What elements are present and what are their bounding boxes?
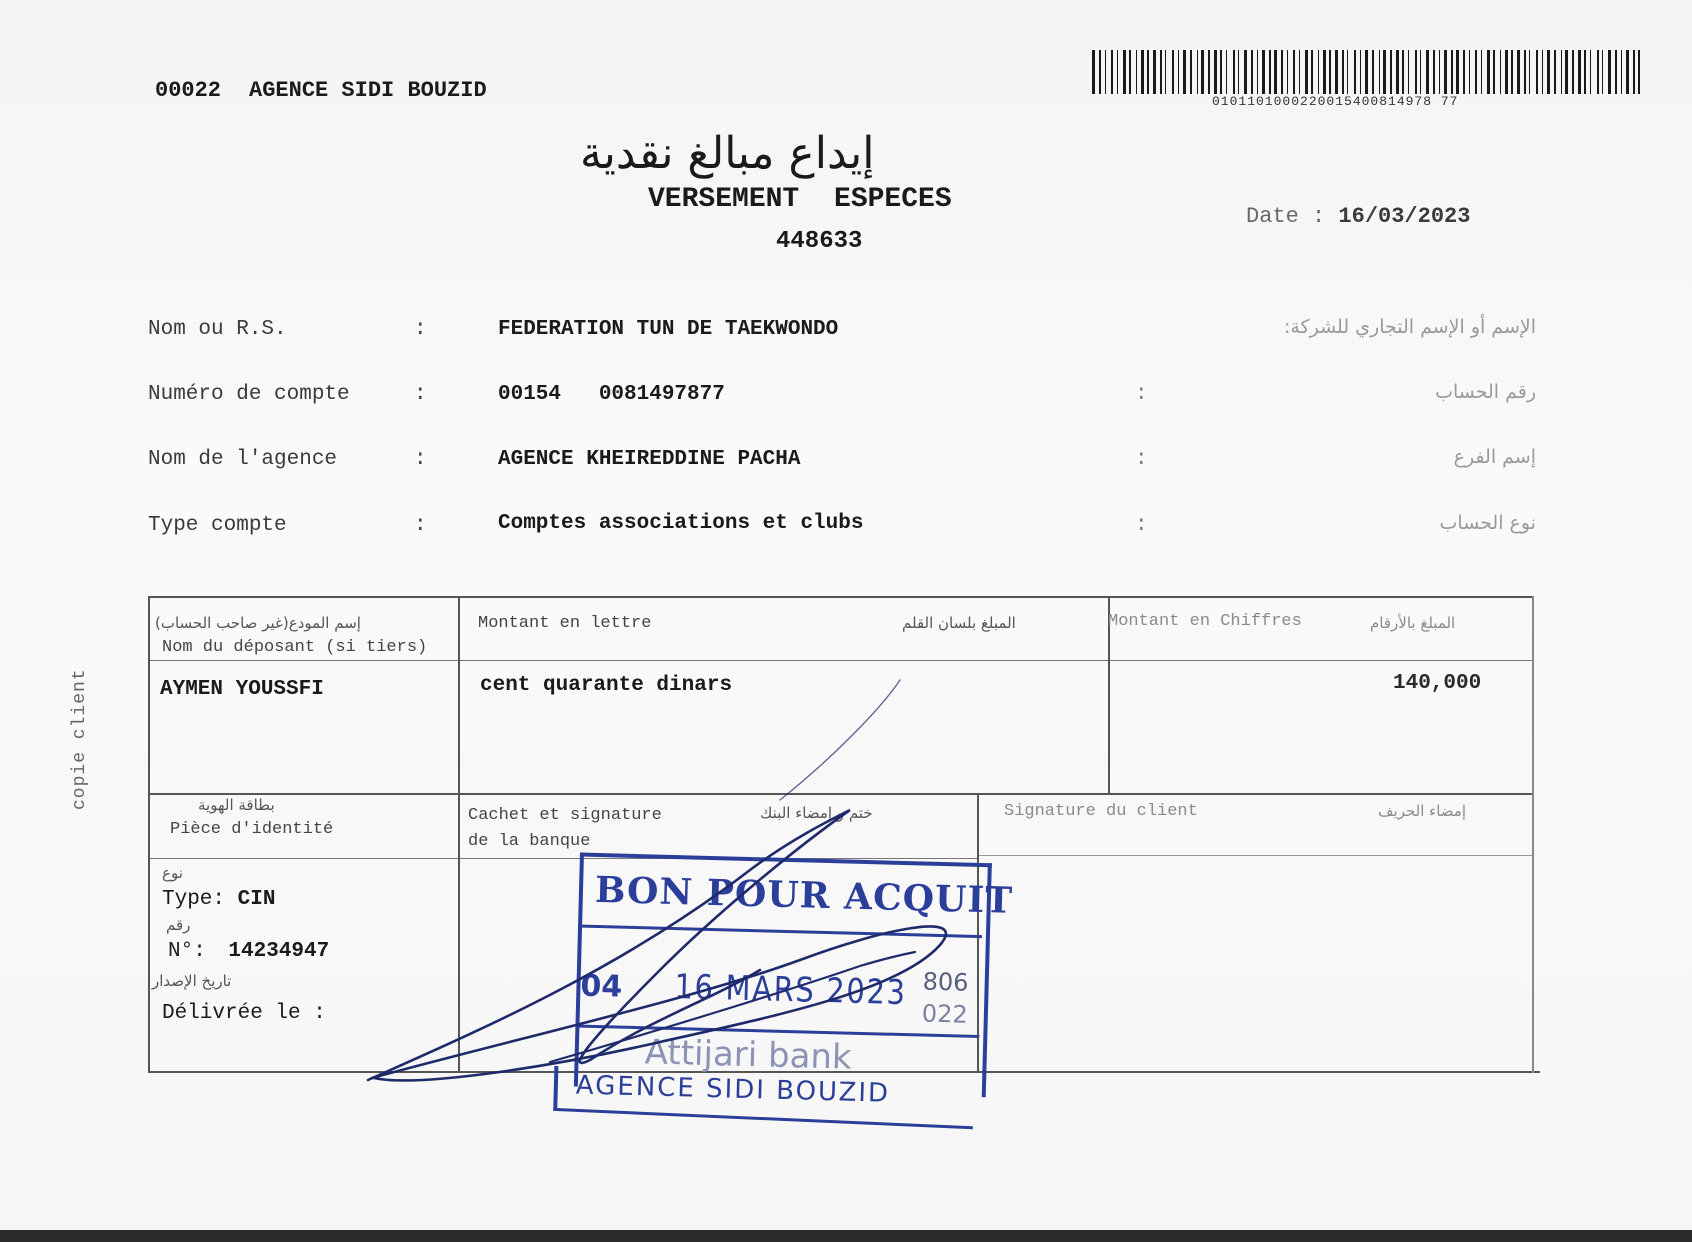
stamp-side-2: 022 [921, 999, 969, 1029]
id-issue-label-ar: تاريخ الإصدار [152, 972, 232, 990]
account-name-colon: : [414, 318, 427, 341]
title-french: VERSEMENT ESPECES [648, 184, 952, 215]
title-arabic: إيداع مبالغ نقدية [580, 128, 875, 179]
copy-label: copie client [70, 668, 90, 810]
account-number-colon: : [414, 383, 427, 406]
stamp-bottom-line [553, 1108, 973, 1129]
id-type-label: Type: [162, 888, 226, 911]
id-number-label-ar: رقم [166, 916, 191, 934]
account-type-colon: : [414, 514, 427, 537]
client-sign-label: Signature du client [1004, 802, 1198, 821]
bank-sign-label-ar: ختم و إمضاء البنك [760, 804, 873, 822]
scan-border [0, 1230, 1692, 1242]
agency-name-label-ar: إسم الفرع [1453, 446, 1536, 468]
id-number-line [168, 940, 329, 963]
depositor-name: AYMEN YOUSSFI [160, 678, 324, 701]
stamp-side-1: 806 [922, 967, 969, 997]
agency-code: 00022 [155, 78, 222, 103]
agency-name-ar-colon: : [1135, 448, 1148, 471]
account-number-label: Numéro de compte [148, 383, 350, 406]
account-type-label: Type compte [148, 514, 287, 537]
stamp-date: 16 MARS 2023 [673, 967, 908, 1014]
agency-name: AGENCE SIDI BOUZID [249, 78, 487, 103]
bank-signature [360, 670, 1000, 1090]
id-type-line [162, 888, 275, 911]
amount-in-words: cent quarante dinars [480, 674, 733, 697]
stamp-agency: AGENCE SIDI BOUZID [575, 1070, 891, 1109]
account-number-label-ar: رقم الحساب [1435, 381, 1536, 403]
id-number-label: N°: [168, 940, 206, 963]
id-type-value: CIN [237, 888, 276, 911]
id-type-label-ar: نوع [162, 864, 183, 882]
date-label: Date : [1246, 204, 1326, 229]
id-number-value: 14234947 [228, 940, 330, 963]
agency-name-colon: : [414, 448, 427, 471]
barcode [1092, 50, 1640, 94]
issuing-agency [155, 78, 487, 103]
account-type-ar-colon: : [1135, 514, 1148, 537]
bank-sign-label-1: Cachet et signature [468, 806, 662, 825]
barcode-number: 0101101000220015400814978 77 [1212, 94, 1459, 109]
bank-sign-label-2: de la banque [468, 832, 591, 851]
agency-name-value: AGENCE KHEIREDDINE PACHA [498, 448, 801, 471]
amount-words-label-ar: المبلغ بلسان القلم [902, 614, 1016, 632]
id-label-ar: بطاقة الهوية [198, 796, 275, 814]
account-name-label-ar: الإسم أو الإسم التجاري للشركة: [1283, 316, 1536, 338]
depositor-label-ar: إسم المودع(غير صاحب الحساب) [155, 614, 361, 632]
agency-name-label: Nom de l'agence [148, 448, 338, 471]
id-issue-label: Délivrée le : [162, 1002, 326, 1025]
amount-in-figures: 140,000 [1393, 672, 1482, 695]
account-name-label: Nom ou R.S. [148, 318, 287, 341]
account-number-value: 00154 0081497877 [498, 383, 725, 406]
stamp-code: 04 [580, 968, 623, 1005]
id-label: Pièce d'identité [170, 820, 334, 839]
amount-words-label: Montant en lettre [478, 614, 652, 633]
stamp-bank-name: Attijari bank [644, 1032, 853, 1078]
account-number-ar-colon: : [1135, 383, 1148, 406]
date-line [1246, 204, 1470, 229]
account-type-value: Comptes associations et clubs [498, 512, 864, 535]
date-value: 16/03/2023 [1338, 204, 1471, 229]
client-sign-label-ar: إمضاء الحريف [1378, 802, 1467, 820]
account-type-label-ar: نوع الحساب [1439, 512, 1536, 534]
depositor-label: Nom du déposant (si tiers) [162, 638, 428, 657]
account-name-value: FEDERATION TUN DE TAEKWONDO [498, 318, 839, 341]
slip-reference: 448633 [776, 228, 863, 255]
amount-figures-label: Montant en Chiffres [1108, 612, 1302, 631]
stamp-title: BON POUR ACQUIT [594, 868, 1014, 922]
amount-figures-label-ar: المبلغ بالأرقام [1370, 614, 1456, 632]
